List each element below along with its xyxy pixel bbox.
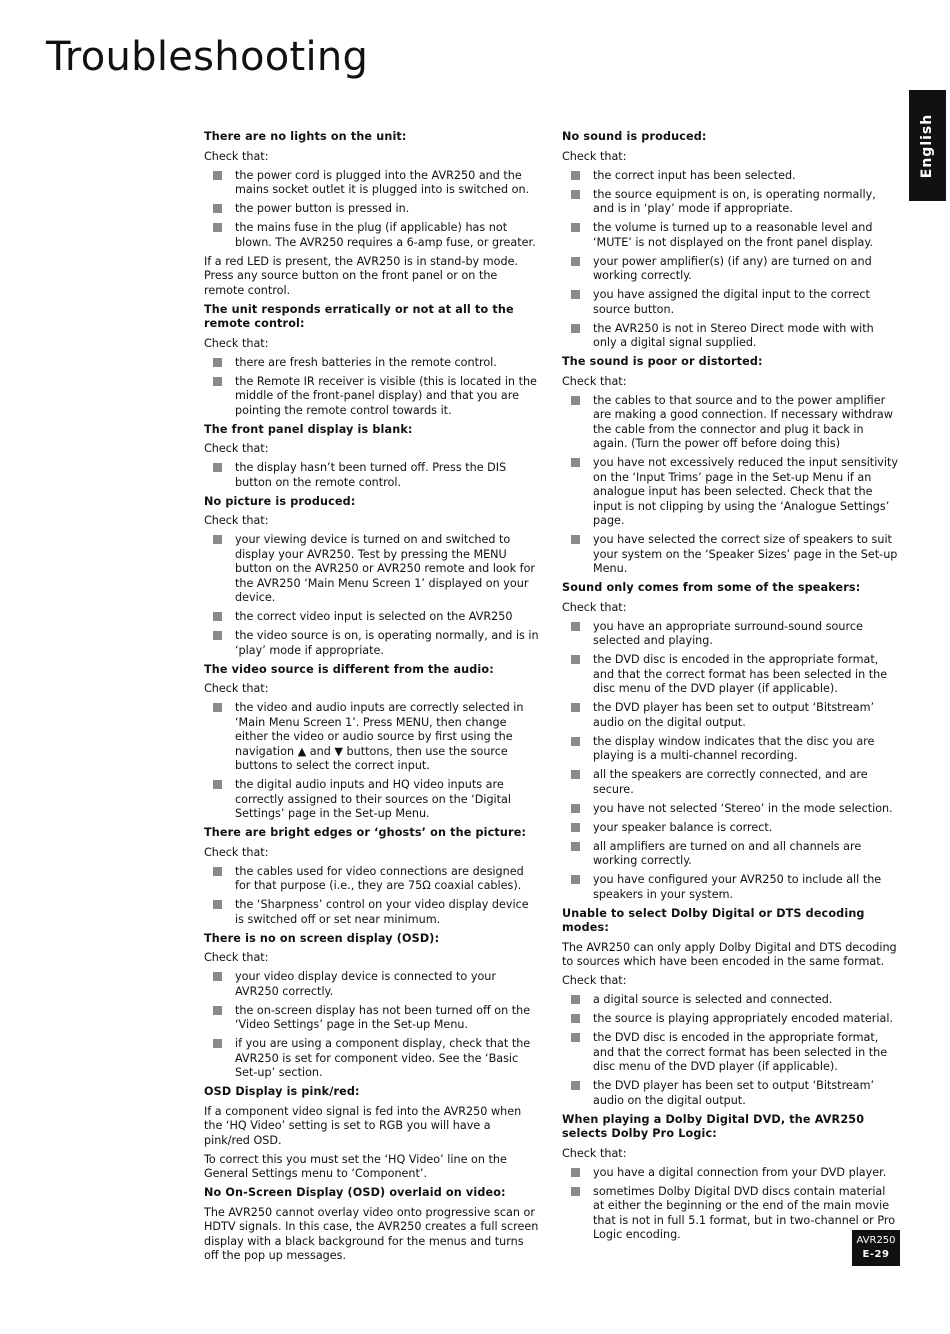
section-heading: The sound is poor or distorted: [562,355,763,368]
checklist-item-text: the DVD disc is encoded in the appropriate format, and that the correct format has been selected in the disc menu of the DVD player (if applicable). [593,653,888,695]
checklist [204,356,540,419]
checklist-item-text: the video and audio inputs are correctly selected in ‘Main Menu Screen 1’. Press MENU, then change either the video or audio source by first using the navigation ▲ and ▼ buttons, then use the source buttons to select the correct input. [235,701,524,772]
left-column [204,130,540,1268]
checklist-item-text: the display hasn’t been turned off. Press the DIS button on the remote control. [235,461,507,489]
checklist [204,865,540,928]
body-paragraph: Check that: [204,951,269,964]
square-bullet-icon [571,458,580,467]
square-bullet-icon [571,1014,580,1023]
section-heading: There is no on screen display (OSD): [204,931,440,945]
checklist-item-text: the mains fuse in the plug (if applicable) has not blown. The AVR250 requires a 6-amp fuse, or greater. [235,221,536,249]
checklist-item-text: you have not selected ‘Stereo’ in the mode selection. [593,801,893,815]
checklist [204,701,540,822]
checklist-item [562,394,900,452]
checklist-item-text: the source equipment is on, is operating normally, and is in ‘play’ mode if appropriate. [593,187,876,215]
checklist-item-text: you have not excessively reduced the input sensitivity on the ‘Input Trims’ page in the Set-up Menu if an analogue input has been selected. Check that the input is not clipping by using the ‘Analogue Settings’ page. [593,456,899,527]
troubleshooting-section [562,1113,900,1243]
section-heading: When playing a Dolby Digital DVD, the AVR250 selects Dolby Pro Logic: [562,1112,865,1140]
body-paragraph: The AVR250 cannot overlay video onto progressive scan or HDTV signals. In this case, the AVR250 creates a full screen display with a black background for the menus and turns off the pop up messages. [204,1205,539,1262]
language-tab [909,90,946,201]
checklist-item-text: you have a digital connection from your DVD player. [593,1165,887,1179]
footer-model: AVR250 [856,1235,896,1246]
checklist-item [204,970,540,999]
body-paragraph: Check that: [204,845,269,859]
checklist-item [204,169,540,198]
checklist-item [562,993,900,1008]
checklist-item-text: the digital audio inputs and HQ video inputs are correctly assigned to their sources on the ‘Digital Settings’ page in the Set-up Menu. [235,778,512,820]
checklist [204,169,540,251]
section-heading: Sound only comes from some of the speakers: [562,581,861,594]
checklist-item [204,202,540,217]
checklist [562,1166,900,1243]
square-bullet-icon [571,823,580,832]
troubleshooting-section [204,130,540,298]
troubleshooting-section [204,495,540,659]
body-paragraph: Check that: [562,1146,627,1160]
checklist-item [562,701,900,730]
checklist-item-text: you have configured your AVR250 to include all the speakers in your system. [593,873,882,901]
square-bullet-icon [213,223,222,232]
checklist-item [562,169,900,184]
checklist-item-text: there are fresh batteries in the remote control. [235,355,497,369]
checklist-item [562,221,900,250]
footer-page-number: E-29 [862,1249,890,1260]
checklist-item-text: the on-screen display has not been turned off on the ‘Video Settings’ page in the Set-up Menu. [235,1003,531,1031]
square-bullet-icon [571,223,580,232]
checklist-item-text: the correct input has been selected. [593,168,796,182]
square-bullet-icon [213,703,222,712]
section-heading: OSD Display is pink/red: [204,1085,360,1098]
troubleshooting-section [562,907,900,1109]
square-bullet-icon [571,535,580,544]
square-bullet-icon [213,612,222,621]
troubleshooting-section [204,303,540,419]
checklist-item-text: a digital source is selected and connected. [593,993,833,1006]
checklist-item [204,356,540,371]
checklist-item-text: you have an appropriate surround-sound source selected and playing. [593,619,863,647]
square-bullet-icon [571,703,580,712]
square-bullet-icon [571,257,580,266]
checklist-item-text: all amplifiers are turned on and all channels are working correctly. [593,839,862,867]
checklist-item-text: sometimes Dolby Digital DVD discs contain material at either the beginning or the end of the main movie that is not in full 5.1 format, but in two-channel or Pro Logic encoding. [593,1184,896,1241]
section-heading: No sound is produced: [562,130,707,143]
checklist-item-text: the DVD player has been set to output ‘Bitstream’ audio on the digital output. [593,1079,875,1107]
checklist-item-text: your video display device is connected to your AVR250 correctly. [235,970,496,998]
square-bullet-icon [571,875,580,884]
troubleshooting-section [204,1186,540,1264]
square-bullet-icon [213,171,222,180]
square-bullet-icon [213,867,222,876]
checklist-item-text: if you are using a component display, check that the AVR250 is set for component video. See the ‘Basic Set-up’ section. [235,1037,531,1079]
square-bullet-icon [571,770,580,779]
checklist-item [562,322,900,351]
square-bullet-icon [571,995,580,1004]
body-paragraph: Check that: [204,682,269,695]
checklist-item [204,221,540,250]
square-bullet-icon [213,1039,222,1048]
checklist-item [562,1079,900,1108]
checklist-item-text: your power amplifier(s) (if any) are turned on and working correctly. [593,254,872,282]
troubleshooting-section [204,663,540,822]
checklist-item-text: the correct video input is selected on the AVR250 [235,610,513,623]
square-bullet-icon [213,535,222,544]
checklist-item [204,701,540,774]
right-column [562,130,900,1247]
checklist [204,461,540,490]
troubleshooting-section [204,932,540,1081]
body-paragraph: The AVR250 can only apply Dolby Digital and DTS decoding to sources which have been encoded in the same format. [562,940,897,968]
checklist-item-text: your viewing device is turned on and switched to display your AVR250. Test by pressing the MENU button on the AVR250 or AVR250 remote and look for the AVR250 ‘Main Menu Screen 1’ displayed on your device. [235,533,536,604]
checklist [562,169,900,351]
body-paragraph: Check that: [204,514,269,527]
checklist-item-text: the power cord is plugged into the AVR250 and the mains socket outlet it is plugged into is switched on. [235,168,530,196]
square-bullet-icon [571,190,580,199]
body-paragraph: To correct this you must set the ‘HQ Video’ line on the General Settings menu to ‘Component’. [204,1152,507,1180]
square-bullet-icon [571,842,580,851]
checklist-item-text: your speaker balance is correct. [593,820,773,834]
checklist-item [204,533,540,606]
checklist-item [562,1185,900,1243]
checklist-item [562,821,900,836]
checklist [204,970,540,1081]
checklist-item-text: the cables used for video connections are designed for that purpose (i.e., they are 75Ω coaxial cables). [235,864,524,892]
body-paragraph: Check that: [204,336,269,350]
checklist-item [562,456,900,529]
checklist-item [562,620,900,649]
body-paragraph: If a component video signal is fed into the AVR250 when the ‘HQ Video’ setting is set to RGB you will have a pink/red OSD. [204,1104,522,1147]
checklist-item [562,768,900,797]
checklist-item [204,629,540,658]
checklist-item [562,1031,900,1075]
checklist-item-text: the power button is pressed in. [235,202,410,215]
checklist [562,620,900,903]
checklist-item [204,1004,540,1033]
checklist-item [204,898,540,927]
section-heading: The video source is different from the audio: [204,662,494,676]
section-heading: No picture is produced: [204,494,356,508]
body-paragraph: Check that: [562,149,627,163]
checklist-item [204,778,540,822]
checklist-item [562,188,900,217]
square-bullet-icon [213,900,222,909]
square-bullet-icon [571,655,580,664]
body-paragraph: If a red LED is present, the AVR250 is in stand-by mode. Press any source button on the front panel or on the remote control. [204,254,519,297]
checklist-item [562,840,900,869]
checklist-item [562,255,900,284]
section-heading: There are bright edges or ‘ghosts’ on the picture: [204,826,527,839]
checklist-item-text: the source is playing appropriately encoded material. [593,1012,893,1025]
checklist-item-text: the DVD disc is encoded in the appropriate format, and that the correct format has been selected in the disc menu of the DVD player (if applicable). [593,1031,888,1073]
square-bullet-icon [571,1187,580,1196]
checklist-item [562,653,900,697]
section-heading: Unable to select Dolby Digital or DTS decoding modes: [562,906,865,934]
checklist-item-text: all the speakers are correctly connected, and are secure. [593,768,868,796]
checklist-item-text: you have assigned the digital input to the correct source button. [593,288,870,316]
language-tab-label: English [919,113,936,178]
checklist-item-text: the ‘Sharpness’ control on your video display device is switched off or set near minimum. [235,898,529,926]
checklist-item-text: the display window indicates that the disc you are playing is a multi-channel recording. [593,734,875,762]
square-bullet-icon [213,204,222,213]
page-number-badge [852,1230,900,1266]
checklist-item [204,461,540,490]
square-bullet-icon [213,463,222,472]
checklist-item [562,1166,900,1181]
square-bullet-icon [571,324,580,333]
square-bullet-icon [571,290,580,299]
troubleshooting-section [562,355,900,577]
checklist-item-text: the volume is turned up to a reasonable level and ‘MUTE’ is not displayed on the front panel display. [593,221,873,249]
square-bullet-icon [571,396,580,405]
square-bullet-icon [213,631,222,640]
square-bullet-icon [213,377,222,386]
checklist [562,394,900,577]
square-bullet-icon [571,622,580,631]
square-bullet-icon [571,737,580,746]
body-paragraph: Check that: [562,374,627,388]
body-paragraph: Check that: [204,442,269,455]
square-bullet-icon [213,972,222,981]
checklist-item-text: the AVR250 is not in Stereo Direct mode with with only a digital signal supplied. [593,321,874,349]
page-title: Troubleshooting [46,34,369,80]
troubleshooting-section [204,826,540,927]
body-paragraph: Check that: [562,974,627,987]
checklist-item [562,735,900,764]
section-heading: The front panel display is blank: [204,422,413,436]
checklist [562,993,900,1108]
square-bullet-icon [213,1006,222,1015]
square-bullet-icon [571,1168,580,1177]
troubleshooting-section [562,130,900,351]
troubleshooting-section [204,1085,540,1182]
troubleshooting-section [204,423,540,491]
square-bullet-icon [571,171,580,180]
section-heading: No On-Screen Display (OSD) overlaid on video: [204,1186,506,1199]
checklist-item [204,865,540,894]
checklist-item [562,873,900,902]
square-bullet-icon [213,780,222,789]
square-bullet-icon [213,358,222,367]
checklist [204,533,540,658]
body-paragraph: Check that: [204,149,269,163]
checklist-item [204,610,540,625]
section-heading: There are no lights on the unit: [204,130,407,143]
checklist-item-text: the cables to that source and to the power amplifier are making a good connection. If necessary withdraw the cable from the connector and plug it back in again. (Turn the power off before doing this) [593,393,893,450]
square-bullet-icon [571,1081,580,1090]
checklist-item [204,375,540,419]
checklist-item [562,533,900,577]
section-heading: The unit responds erratically or not at all to the remote control: [204,302,514,330]
checklist-item-text: the Remote IR receiver is visible (this is located in the middle of the front-panel display) and that you are pointing the remote control towards it. [235,374,537,417]
troubleshooting-section [562,581,900,902]
checklist-item [562,288,900,317]
checklist-item [562,802,900,817]
body-paragraph: Check that: [562,600,627,614]
square-bullet-icon [571,1033,580,1042]
checklist-item [562,1012,900,1027]
checklist-item-text: the DVD player has been set to output ‘Bitstream’ audio on the digital output. [593,701,875,729]
checklist-item-text: you have selected the correct size of speakers to suit your system on the ‘Speaker Sizes’ page in the Set-up Menu. [593,533,898,575]
square-bullet-icon [571,804,580,813]
checklist-item-text: the video source is on, is operating normally, and is in ‘play’ mode if appropriate. [235,629,539,657]
checklist-item [204,1037,540,1081]
